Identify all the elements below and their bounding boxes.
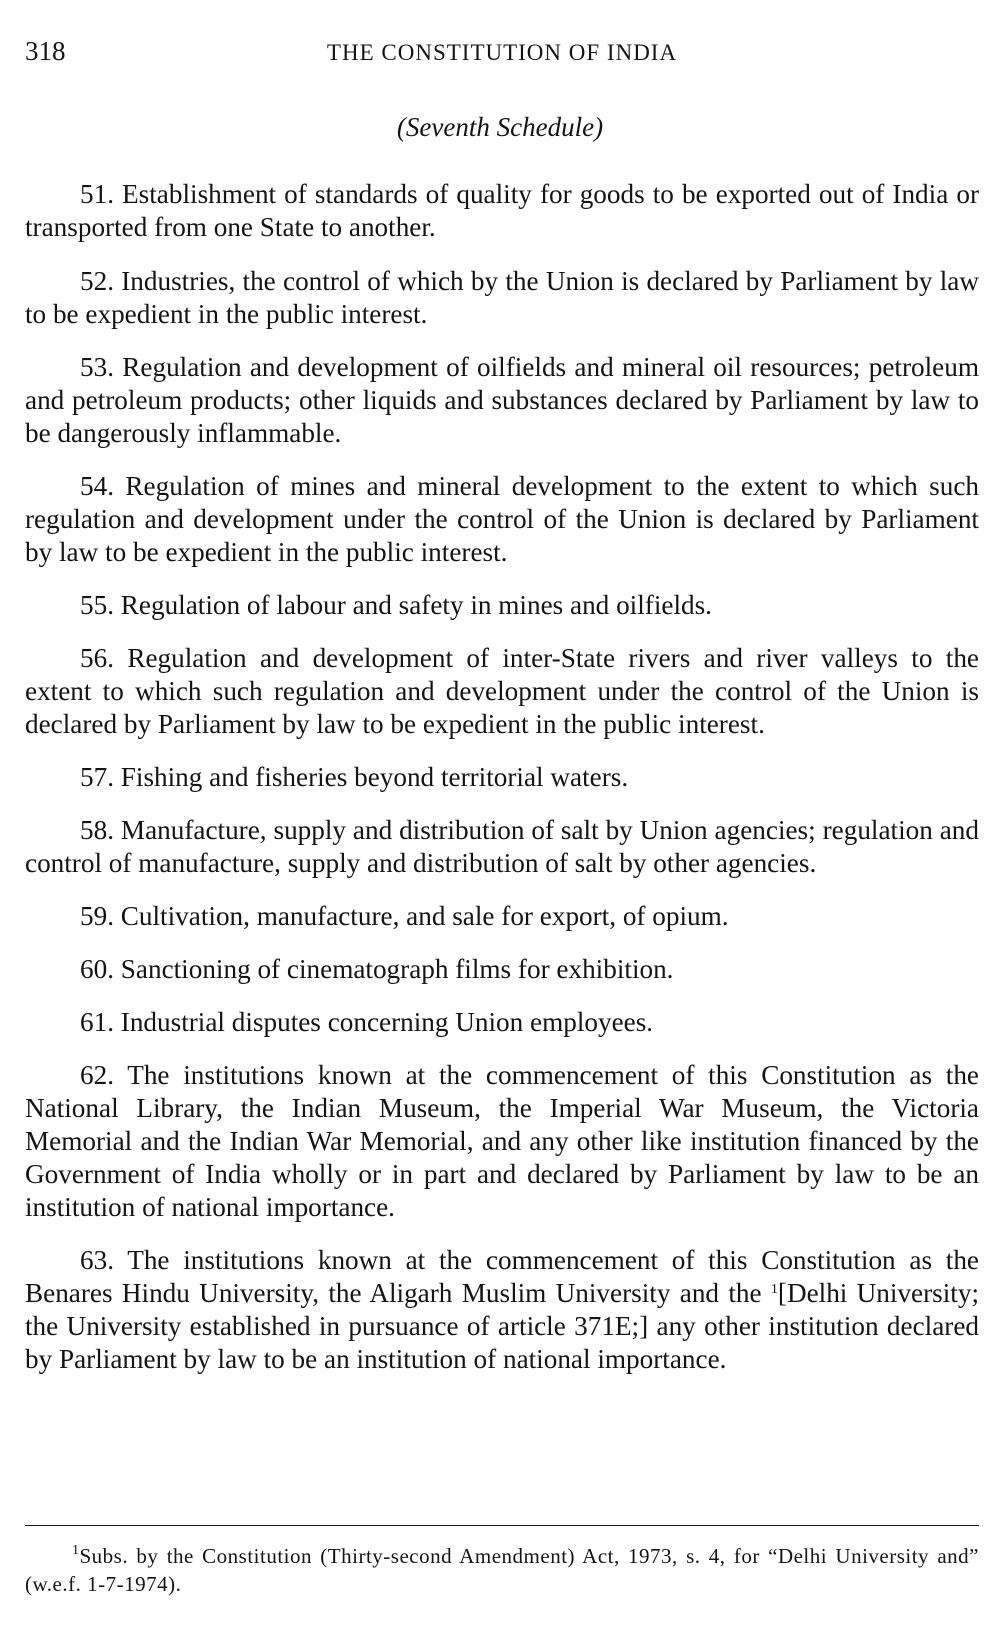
entry-63-text-after: [Delhi University; the University established in pursuance of article 371E;] any other institution declared by Parliament by law to be an institution of national importance. xyxy=(25,1278,980,1374)
footnote-reference-marker: 1 xyxy=(770,1282,778,1297)
entry-61: 61. Industrial disputes concerning Union employees. xyxy=(80,1007,654,1037)
entry-53: 53. Regulation and development of oilfields and mineral oil resources; petroleum and petroleum products; other liquids and substances declared by Parliament by law to be dangerously inflammable. xyxy=(25,352,979,448)
schedule-heading: (Seventh Schedule) xyxy=(396,112,604,142)
running-title: THE CONSTITUTION OF INDIA xyxy=(326,40,678,65)
entry-63 xyxy=(25,1244,979,1376)
entry-54: 54. Regulation of mines and mineral development to the extent to which such regulation and development under the control of the Union is declared by Parliament by law to be expedient in the public interest. xyxy=(25,471,979,567)
footnote-text: Subs. by the Constitution (Thirty-second Amendment) Act, 1973, s. 4, for “Delhi University and” (w.e.f. 1-7-1974). xyxy=(25,1544,979,1596)
entry-63-text-before: 63. The institutions known at the commencement of this Constitution as the Benares Hindu University, the Aligarh Muslim University and the xyxy=(25,1245,979,1308)
entry-55: 55. Regulation of labour and safety in mines and oilfields. xyxy=(80,590,712,620)
entry-57: 57. Fishing and fisheries beyond territorial waters. xyxy=(80,762,629,792)
entry-51: 51. Establishment of standards of quality for goods to be exported out of India or transported from one State to another. xyxy=(25,179,979,242)
footnote xyxy=(25,1542,979,1598)
running-header xyxy=(25,34,979,68)
entry-52: 52. Industries, the control of which by the Union is declared by Parliament by law to be expedient in the public interest. xyxy=(25,266,979,329)
entry-62: 62. The institutions known at the commencement of this Constitution as the National Library, the Indian Museum, the Imperial War Museum, the Victoria Memorial and the Indian War Memorial, and any other like institution financed by the Government of India wholly or in part and declared by Parliament by law to be an institution of national importance. xyxy=(25,1060,979,1222)
entry-59: 59. Cultivation, manufacture, and sale for export, of opium. xyxy=(80,901,729,931)
footnote-divider xyxy=(25,1525,979,1526)
page-number: 318 xyxy=(25,36,66,66)
entry-60: 60. Sanctioning of cinematograph films for exhibition. xyxy=(80,954,674,984)
entry-58: 58. Manufacture, supply and distribution of salt by Union agencies; regulation and control of manufacture, supply and distribution of salt by other agencies. xyxy=(25,815,979,878)
footnote-marker: 1 xyxy=(72,1543,80,1558)
entry-list xyxy=(25,178,979,1396)
entry-56: 56. Regulation and development of inter-State rivers and river valleys to the extent to which such regulation and development under the control of the Union is declared by Parliament by law to be expedient in the public interest. xyxy=(25,643,979,739)
